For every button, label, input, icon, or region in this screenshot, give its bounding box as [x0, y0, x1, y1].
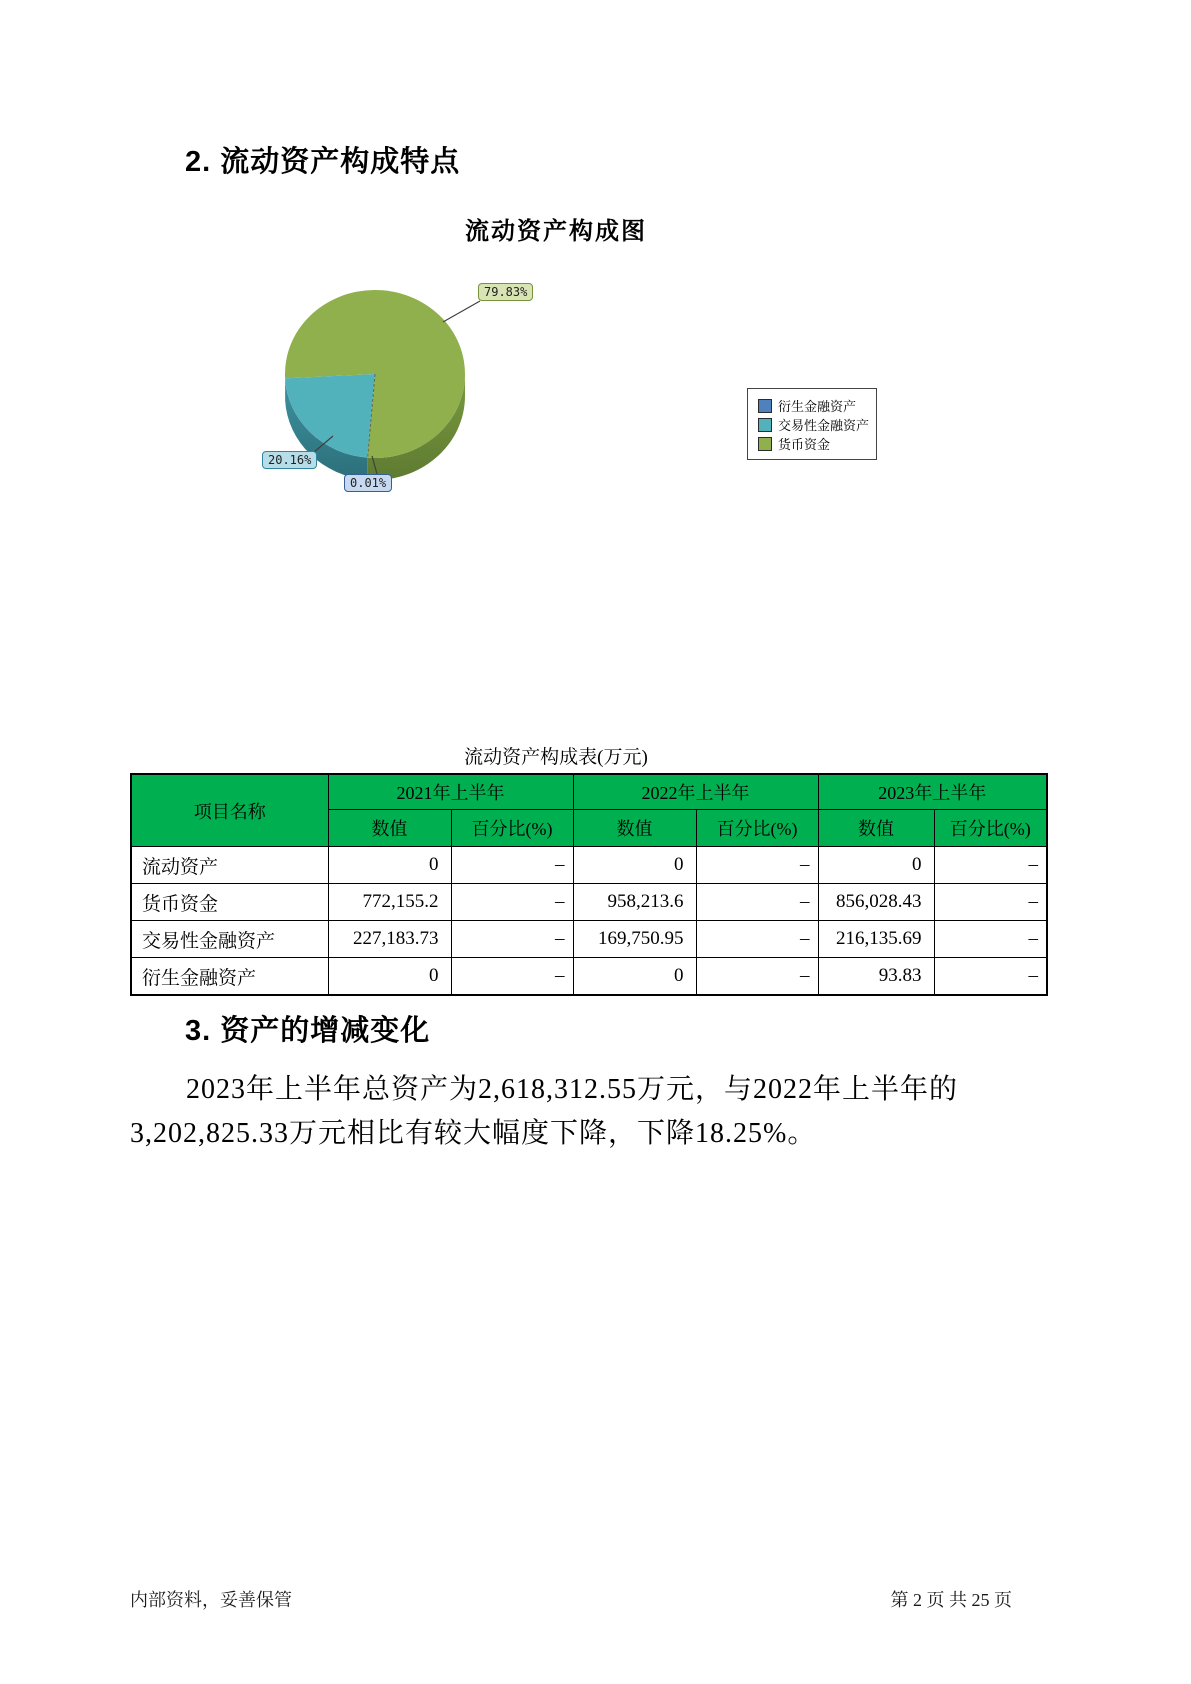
legend-item — [758, 415, 868, 434]
section-2-heading: 2. 流动资产构成特点 — [185, 146, 461, 178]
table-row — [131, 958, 1047, 996]
cell-percent: – — [451, 958, 573, 996]
cell-percent: – — [696, 921, 818, 958]
chart-title: 流动资产构成图 — [465, 218, 647, 245]
cell-percent: – — [934, 958, 1047, 996]
cell-percent: – — [934, 921, 1047, 958]
cell-value: 0 — [818, 847, 934, 884]
cell-percent: – — [696, 884, 818, 921]
cell-percent: – — [451, 847, 573, 884]
subheader-value-2022: 数值 — [573, 810, 696, 847]
column-header-2022: 2022年上半年 — [573, 774, 818, 810]
subheader-value-2021: 数值 — [328, 810, 451, 847]
legend-swatch-icon — [758, 437, 772, 451]
cell-value: 93.83 — [818, 958, 934, 996]
cell-percent: – — [696, 847, 818, 884]
cell-value: 169,750.95 — [573, 921, 696, 958]
table-row — [131, 921, 1047, 958]
assets-table-title: 流动资产构成表(万元) — [464, 747, 648, 768]
row-label: 流动资产 — [131, 847, 328, 884]
cell-value: 0 — [328, 847, 451, 884]
paragraph-line-2: 3,202,825.33万元相比有较大幅度下降，下降18.25%。 — [130, 1118, 817, 1149]
subheader-value-2023: 数值 — [818, 810, 934, 847]
current-assets-pie-chart — [130, 205, 1070, 535]
cell-value: 0 — [573, 847, 696, 884]
cell-percent: – — [451, 884, 573, 921]
cell-value: 216,135.69 — [818, 921, 934, 958]
paragraph-line-1: 2023年上半年总资产为2,618,312.55万元，与2022年上半年的 — [186, 1074, 959, 1105]
cell-value: 0 — [328, 958, 451, 996]
legend-swatch-icon — [758, 399, 772, 413]
body-paragraph — [130, 1068, 1070, 1156]
row-label: 衍生金融资产 — [131, 958, 328, 996]
pie-label-trading: 20.16% — [262, 451, 317, 469]
assets-table — [130, 773, 1048, 996]
cell-percent: – — [696, 958, 818, 996]
pie-label-derivative: 0.01% — [344, 474, 392, 492]
subheader-percent-2023: 百分比(%) — [934, 810, 1047, 847]
legend-label: 交易性金融资产 — [778, 418, 870, 433]
legend-item — [758, 434, 868, 453]
footer-confidentiality-note: 内部资料，妥善保管 — [130, 1590, 292, 1610]
cell-value: 856,028.43 — [818, 884, 934, 921]
cell-value: 0 — [573, 958, 696, 996]
subheader-percent-2022: 百分比(%) — [696, 810, 818, 847]
cell-percent: – — [934, 884, 1047, 921]
column-header-2021: 2021年上半年 — [328, 774, 573, 810]
subheader-percent-2021: 百分比(%) — [451, 810, 573, 847]
row-label: 交易性金融资产 — [131, 921, 328, 958]
legend-item — [758, 396, 868, 415]
column-header-2023: 2023年上半年 — [818, 774, 1047, 810]
cell-value: 227,183.73 — [328, 921, 451, 958]
pie-label-money: 79.83% — [478, 283, 533, 301]
column-header-item-name: 项目名称 — [131, 774, 328, 847]
assets-table-body — [131, 847, 1047, 996]
pie-slice-trading — [285, 374, 375, 458]
row-label: 货币资金 — [131, 884, 328, 921]
cell-value: 772,155.2 — [328, 884, 451, 921]
legend-label: 货币资金 — [778, 437, 831, 452]
chart-legend — [747, 388, 877, 460]
legend-label: 衍生金融资产 — [778, 399, 857, 414]
table-row — [131, 847, 1047, 884]
section-3-heading: 3. 资产的增减变化 — [185, 1015, 431, 1047]
table-row — [131, 884, 1047, 921]
leader-line-money — [443, 301, 480, 322]
legend-swatch-icon — [758, 418, 772, 432]
cell-percent: – — [934, 847, 1047, 884]
cell-value: 958,213.6 — [573, 884, 696, 921]
footer-page-number: 第 2 页 共 25 页 — [890, 1590, 1012, 1610]
cell-percent: – — [451, 921, 573, 958]
